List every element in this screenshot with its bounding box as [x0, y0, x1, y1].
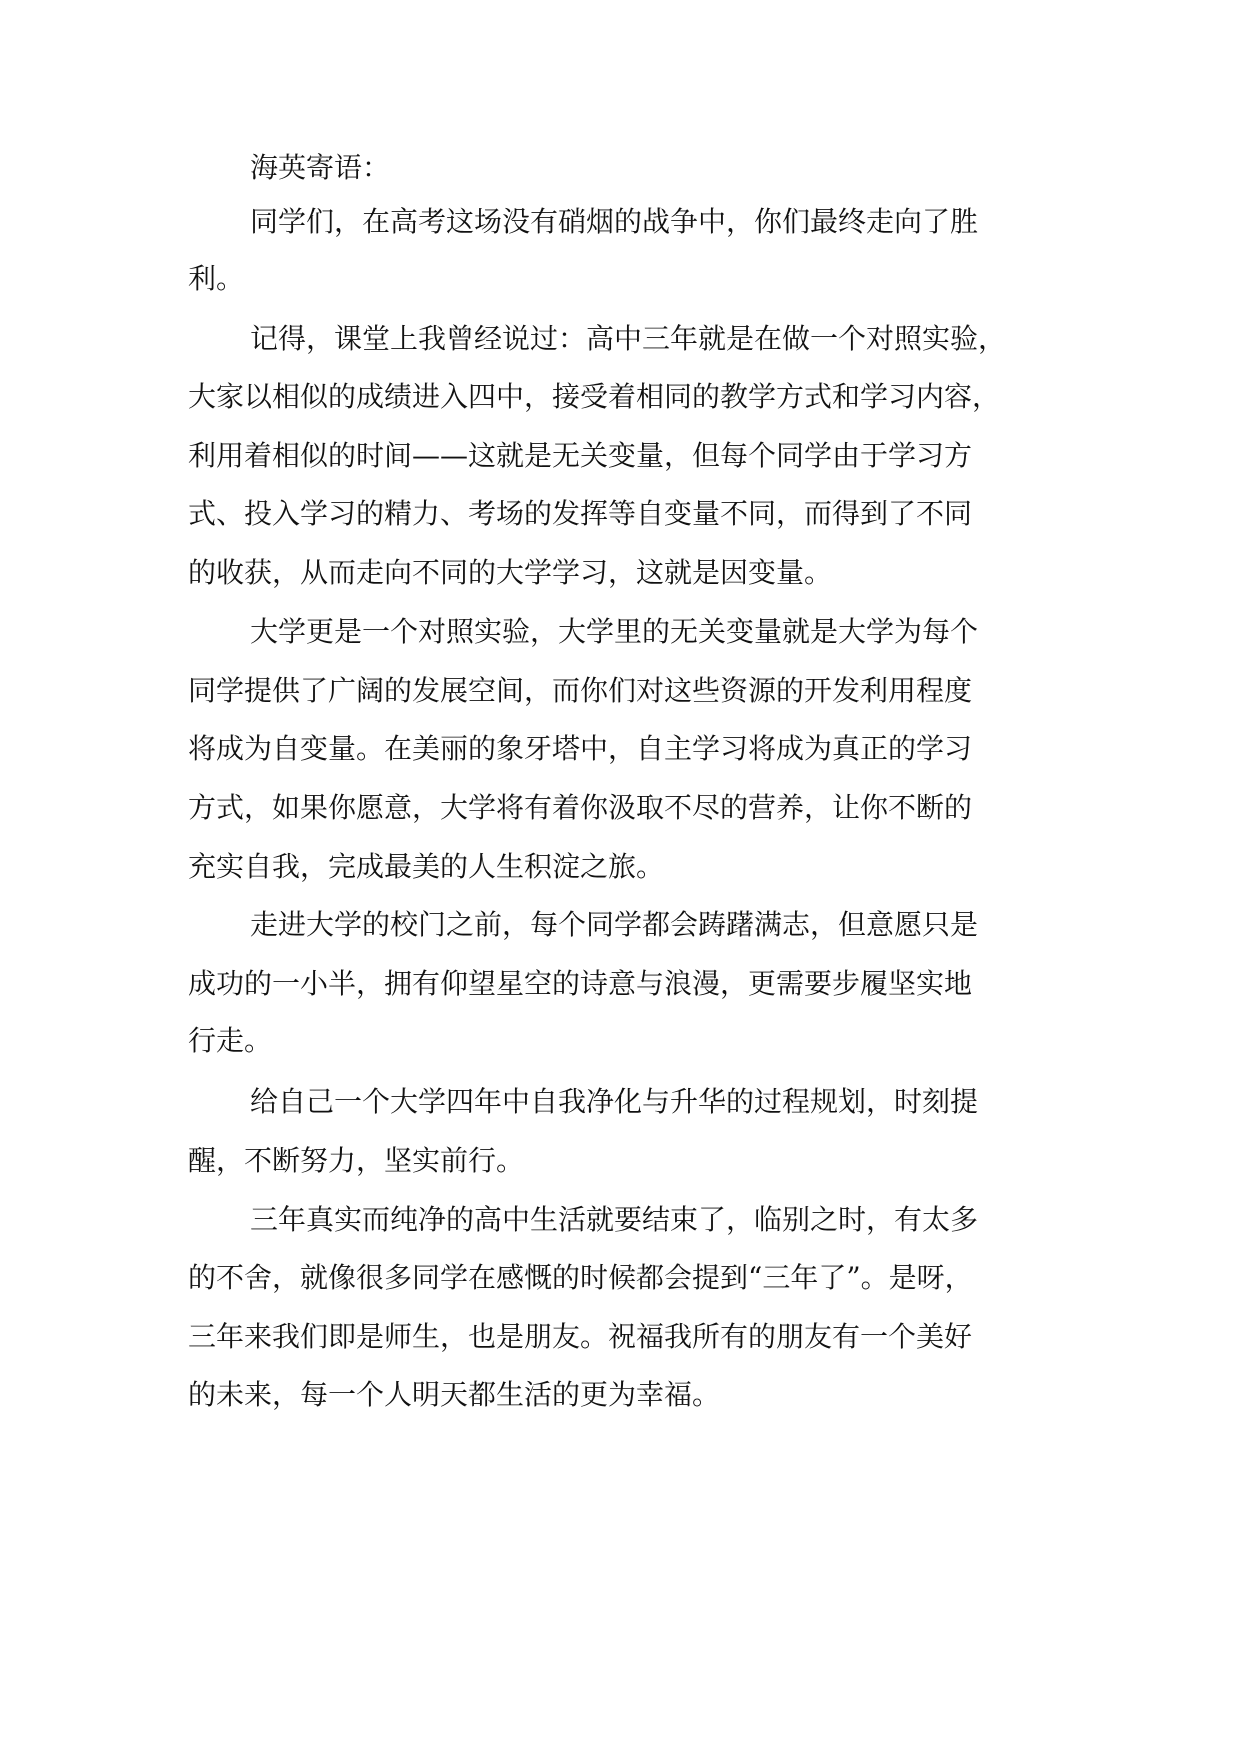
- salutation-line: 海英寄语：: [250, 151, 391, 184]
- paragraph-5-line-2: 醒，不断努力，坚实前行。: [188, 1144, 525, 1177]
- paragraph-4-line-1: 走进大学的校门之前，每个同学都会踌躇满志，但意愿只是: [250, 908, 979, 941]
- paragraph-1-line-2: 利。: [188, 262, 245, 295]
- paragraph-3-line-2: 同学提供了广阔的发展空间，而你们对这些资源的开发利用程度: [188, 674, 973, 707]
- paragraph-3-line-5: 充实自我，完成最美的人生积淀之旅。: [188, 850, 665, 883]
- paragraph-2-line-3: 利用着相似的时间——这就是无关变量，但每个同学由于学习方: [188, 439, 973, 472]
- paragraph-2-line-1: 记得，课堂上我曾经说过：高中三年就是在做一个对照实验，: [250, 322, 1007, 355]
- paragraph-2-line-4: 式、投入学习的精力、考场的发挥等自变量不同，而得到了不同: [188, 497, 973, 530]
- paragraph-2-line-2: 大家以相似的成绩进入四中，接受着相同的教学方式和学习内容，: [188, 380, 1001, 413]
- paragraph-6-line-4: 的未来，每一个人明天都生活的更为幸福。: [188, 1378, 721, 1411]
- paragraph-4-line-3: 行走。: [188, 1024, 273, 1057]
- paragraph-3-line-1: 大学更是一个对照实验，大学里的无关变量就是大学为每个: [250, 615, 979, 648]
- paragraph-6-line-1: 三年真实而纯净的高中生活就要结束了，临别之时，有太多: [250, 1203, 979, 1236]
- paragraph-5-line-1: 给自己一个大学四年中自我净化与升华的过程规划，时刻提: [250, 1085, 979, 1118]
- paragraph-4-line-2: 成功的一小半，拥有仰望星空的诗意与浪漫，更需要步履坚实地: [188, 967, 973, 1000]
- paragraph-2-line-5: 的收获，从而走向不同的大学学习，这就是因变量。: [188, 556, 833, 589]
- paragraph-6-line-3: 三年来我们即是师生，也是朋友。祝福我所有的朋友有一个美好: [188, 1320, 973, 1353]
- paragraph-6-line-2: 的不舍，就像很多同学在感慨的时候都会提到“三年了”。是呀，: [188, 1261, 973, 1294]
- paragraph-3-line-4: 方式，如果你愿意，大学将有着你汲取不尽的营养，让你不断的: [188, 791, 973, 824]
- paragraph-1-line-1: 同学们，在高考这场没有硝烟的战争中，你们最终走向了胜: [250, 205, 979, 238]
- paragraph-3-line-3: 将成为自变量。在美丽的象牙塔中，自主学习将成为真正的学习: [188, 732, 973, 765]
